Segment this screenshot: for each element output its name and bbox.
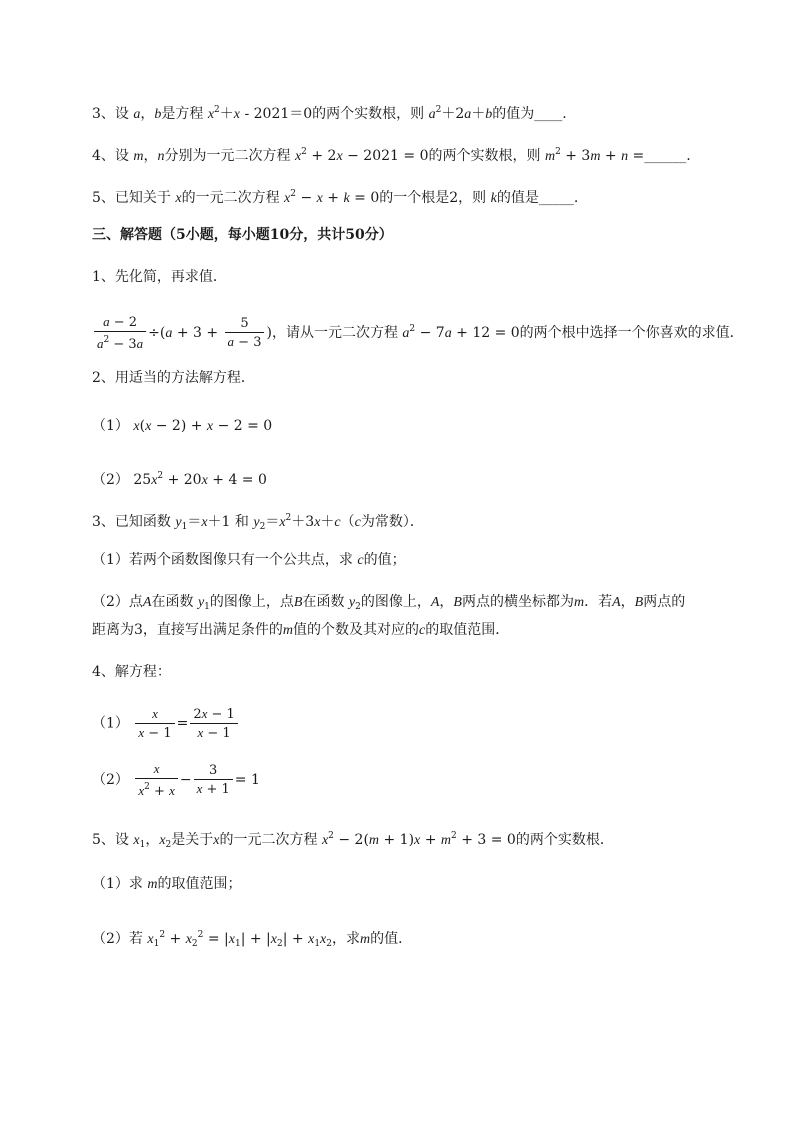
text: 的值；	[363, 552, 406, 568]
part-label: （2）	[92, 772, 129, 788]
text: 的两个实数根．	[515, 832, 614, 848]
problem-3-part-2-line-1: （2）点A在函数 $y_1$的图像上，点B在函数 $y_2$的图像上，A，B两点的横坐标都为m．若A，B两点的	[92, 594, 686, 612]
text: 若	[128, 931, 143, 947]
text: 的取值范围．	[425, 622, 510, 638]
part-label: （1）	[92, 552, 129, 568]
text: ．若	[584, 594, 613, 610]
text: 的值是	[496, 190, 539, 206]
question-number: 4、	[92, 148, 115, 164]
text: 的一个根是2，则	[379, 190, 487, 206]
text: 的图像上，点	[209, 594, 294, 610]
answer-blank: ______.	[644, 148, 691, 164]
text: 已知关于	[114, 190, 171, 206]
question-4: 4、设 m，n分别为一元二次方程 $x^2 + 2x - 2021 = 0$的两个实数根，则 $m^2 + 3m + n$ =______.	[92, 147, 691, 164]
text: 设	[114, 106, 129, 122]
answer-blank: _____.	[538, 190, 579, 206]
problem-2-title: 2、用适当的方法解方程．	[92, 370, 255, 386]
fraction: $\frac{x}{x^2 + x}$	[135, 760, 177, 800]
text: 的值为	[492, 106, 535, 122]
part-label: （1）	[92, 715, 129, 732]
fraction: $\frac{2x - 1}{x - 1}$	[190, 705, 238, 742]
text: 是关于	[171, 832, 214, 848]
text: 是方程	[161, 106, 204, 122]
text: 求	[128, 876, 143, 892]
text: 点	[128, 594, 143, 610]
text: 的一元二次方程	[181, 190, 280, 206]
fraction: $\frac{x}{x - 1}$	[135, 705, 174, 742]
problem-2-part-2: （2） $25x^2 + 20x + 4 = 0$	[92, 471, 267, 488]
text: （	[340, 514, 355, 530]
problem-3-part-1: （1）若两个函数图像只有一个公共点，求 c的值；	[92, 552, 406, 568]
problem-1-title: 1、先化简，再求值．	[92, 269, 227, 285]
text: 距离为3，直接写出满足条件的	[92, 622, 283, 638]
problem-5-part-2: （2）若 $x_1^2 + x_2^2 = |x_1| + |x_2| + x_1x_2$，求m的值．	[92, 930, 413, 949]
text: 3、已知函数	[92, 514, 171, 530]
question-3: 3、设 a，b是方程 $x^2+x - 2021=0$的两个实数根，则 $a^2+2a+b$的值为____.	[92, 105, 567, 122]
part-label: （1）	[92, 418, 129, 434]
question-5: 5、已知关于 x的一元二次方程 $x^2 - x + k = 0$的一个根是2，则 k的值是_____.	[92, 189, 579, 206]
question-number: 5、	[92, 190, 115, 206]
text: 的两个实数根，则	[428, 148, 541, 164]
text: 值的个数及其对应的	[293, 622, 420, 638]
part-label: （1）	[92, 876, 129, 892]
text: 在函数	[302, 594, 345, 610]
text: 的取值范围；	[157, 876, 242, 892]
text: 的值．	[370, 931, 413, 947]
fraction: $\frac{3}{x + 1}$	[194, 762, 233, 798]
problem-5-part-1: （1）求 m的取值范围；	[92, 876, 242, 892]
text: 的两个实数根，则	[312, 106, 425, 122]
part-label: （2）	[92, 594, 129, 610]
section-heading: 三、解答题（5小题，每小题10分，共计50分）	[92, 227, 393, 243]
problem-3-title: 3、已知函数 $y_1=x+1$ 和 $y_2=x^2+3x+c(c$为常数）．	[92, 513, 424, 532]
problem-2-part-1: （1） x(x − 2) + x − 2 = 0	[92, 418, 273, 434]
text: 设	[114, 148, 129, 164]
problem-4-part-1: （1） $\frac{x}{x - 1}$ = $\frac{2x - 1}{x - 1}$	[92, 705, 240, 742]
text: 和	[234, 514, 249, 530]
part-label: （2）	[92, 931, 129, 947]
problem-3-part-2-line-2: 距离为3，直接写出满足条件的m值的个数及其对应的c的取值范围．	[92, 622, 510, 638]
text: 若两个函数图像只有一个公共点，求	[128, 552, 353, 568]
question-number: 3、	[92, 106, 115, 122]
problem-4-title: 4、解方程：	[92, 664, 171, 680]
problem-4-part-2: （2） $\frac{x}{x^2 + x}$ − $\frac{3}{x + 1}$ = 1	[92, 761, 260, 799]
text: 的一元二次方程	[219, 832, 318, 848]
answer-blank: ____.	[534, 106, 567, 122]
text: 分别为一元二次方程	[164, 148, 291, 164]
part-label: （2）	[92, 472, 129, 488]
text: 两点的	[643, 594, 686, 610]
problem-1-expression: $\frac{a - 2}{a^2 - 3a}$ ÷(a + 3 + $\frac{5}{a - 3}$ )，请从一元二次方程 $a^2 - 7a + 12 = 0$的两个根中选择一个你喜欢的求值．	[92, 312, 744, 353]
problem-5-title: 5、设 $x_1$，$x_2$是关于x的一元二次方程 $x^2 - 2(m + 1)x + m^2 + 3 = 0$的两个实数根．	[92, 831, 614, 850]
text: 在函数	[151, 594, 194, 610]
text: ，求	[332, 931, 360, 947]
text: 两点的横坐标都为	[461, 594, 574, 610]
fraction: $\frac{5}{a - 3}$	[225, 315, 265, 351]
text: 的图像上，	[360, 594, 431, 610]
text: ，请从一元二次方程	[271, 325, 398, 341]
text: 为常数）．	[360, 514, 424, 530]
text: 5、设	[92, 832, 129, 848]
text: 的两个根中选择一个你喜欢的求值．	[519, 325, 744, 341]
fraction: $\frac{a - 2}{a^2 - 3a}$	[94, 313, 146, 353]
